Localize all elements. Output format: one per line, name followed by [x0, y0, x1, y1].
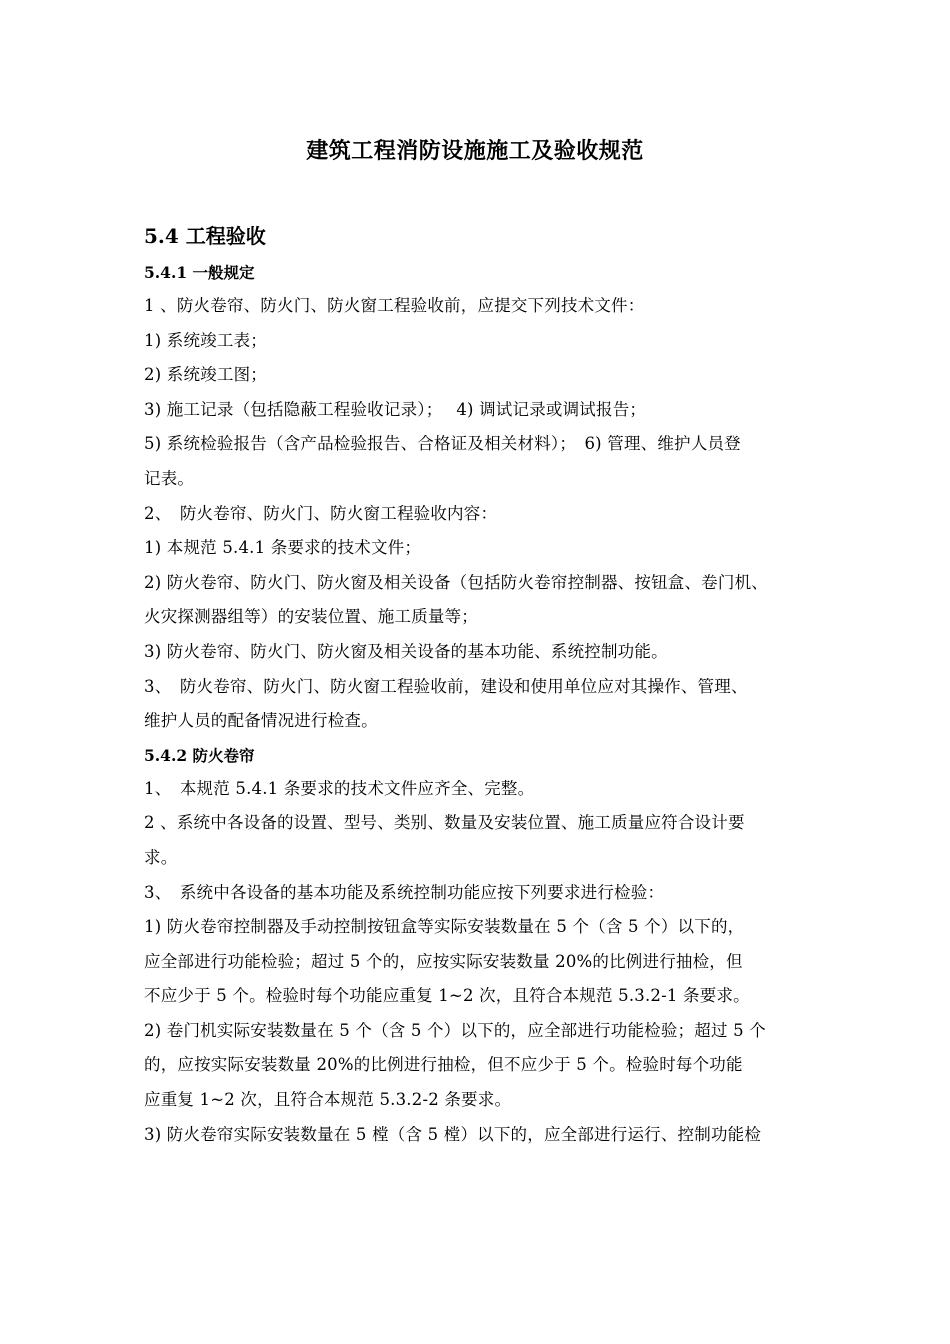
- paragraph-line: 3、 系统中各设备的基本功能及系统控制功能应按下列要求进行检验：: [144, 882, 665, 902]
- paragraph-line: 1) 防火卷帘控制器及手动控制按钮盒等实际安装数量在 5 个（含 5 个）以下的，: [144, 917, 745, 937]
- paragraph-line: 火灾探测器组等）的安装位置、施工质量等；: [144, 607, 478, 627]
- paragraph-line: 求。: [144, 847, 178, 867]
- paragraph-line: 记表。: [144, 468, 195, 488]
- paragraph-line: 应重复 1~2 次，且符合本规范 5.3.2-2 条要求。: [144, 1090, 512, 1110]
- paragraph-line: 3、 防火卷帘、防火门、防火窗工程验收前，建设和使用单位应对其操作、管理、: [144, 676, 748, 696]
- paragraph-line: 1 、防火卷帘、防火门、防火窗工程验收前，应提交下列技术文件：: [144, 296, 645, 315]
- paragraph-line: 3) 防火卷帘实际安装数量在 5 樘（含 5 樘）以下的，应全部进行运行、控制功能检: [144, 1124, 762, 1144]
- paragraph-line: 2) 系统竣工图；: [144, 365, 267, 385]
- paragraph-line: 不应少于 5 个。检验时每个功能应重复 1~2 次，且符合本规范 5.3.2-1 条要求。: [144, 986, 750, 1006]
- paragraph-line: 3) 施工记录（包括隐蔽工程验收记录）； 4) 调试记录或调试报告；: [144, 399, 647, 419]
- document-title: 建筑工程消防设施施工及验收规范: [306, 138, 644, 164]
- paragraph-line: 维护人员的配备情况进行检查。: [144, 711, 378, 731]
- paragraph-line: 3) 防火卷帘、防火门、防火窗及相关设备的基本功能、系统控制功能。: [144, 641, 668, 661]
- document-body: [144, 216, 808, 1152]
- paragraph-line: 2) 卷门机实际安装数量在 5 个（含 5 个）以下的，应全部进行功能检验；超过 5 个: [144, 1020, 766, 1040]
- paragraph-line: 1、 本规范 5.4.1 条要求的技术文件应齐全、完整。: [144, 778, 535, 798]
- paragraph-line: 的，应按实际安装数量 20%的比例进行抽检，但不应少于 5 个。检验时每个功能: [144, 1055, 743, 1075]
- paragraph-line: 应全部进行功能检验；超过 5 个的，应按实际安装数量 20%的比例进行抽检，但: [144, 951, 743, 971]
- subsection-heading-general: 5.4.1 一般规定: [144, 263, 255, 282]
- paragraph-line: 5) 系统检验报告（含产品检验报告、合格证及相关材料）； 6) 管理、维护人员登: [144, 434, 741, 454]
- paragraph-line: 1) 系统竣工表；: [144, 330, 267, 350]
- paragraph-line: 2) 防火卷帘、防火门、防火窗及相关设备（包括防火卷帘控制器、按钮盒、卷门机、: [144, 572, 768, 592]
- paragraph-line: 2 、系统中各设备的设置、型号、类别、数量及安装位置、施工质量应符合设计要: [144, 813, 745, 833]
- paragraph-line: 1) 本规范 5.4.1 条要求的技术文件；: [144, 538, 422, 558]
- subsection-heading-rolling-shutter: 5.4.2 防火卷帘: [144, 745, 255, 765]
- paragraph-line: 2、 防火卷帘、防火门、防火窗工程验收内容：: [144, 503, 498, 523]
- section-heading: 5.4 工程验收: [144, 224, 266, 248]
